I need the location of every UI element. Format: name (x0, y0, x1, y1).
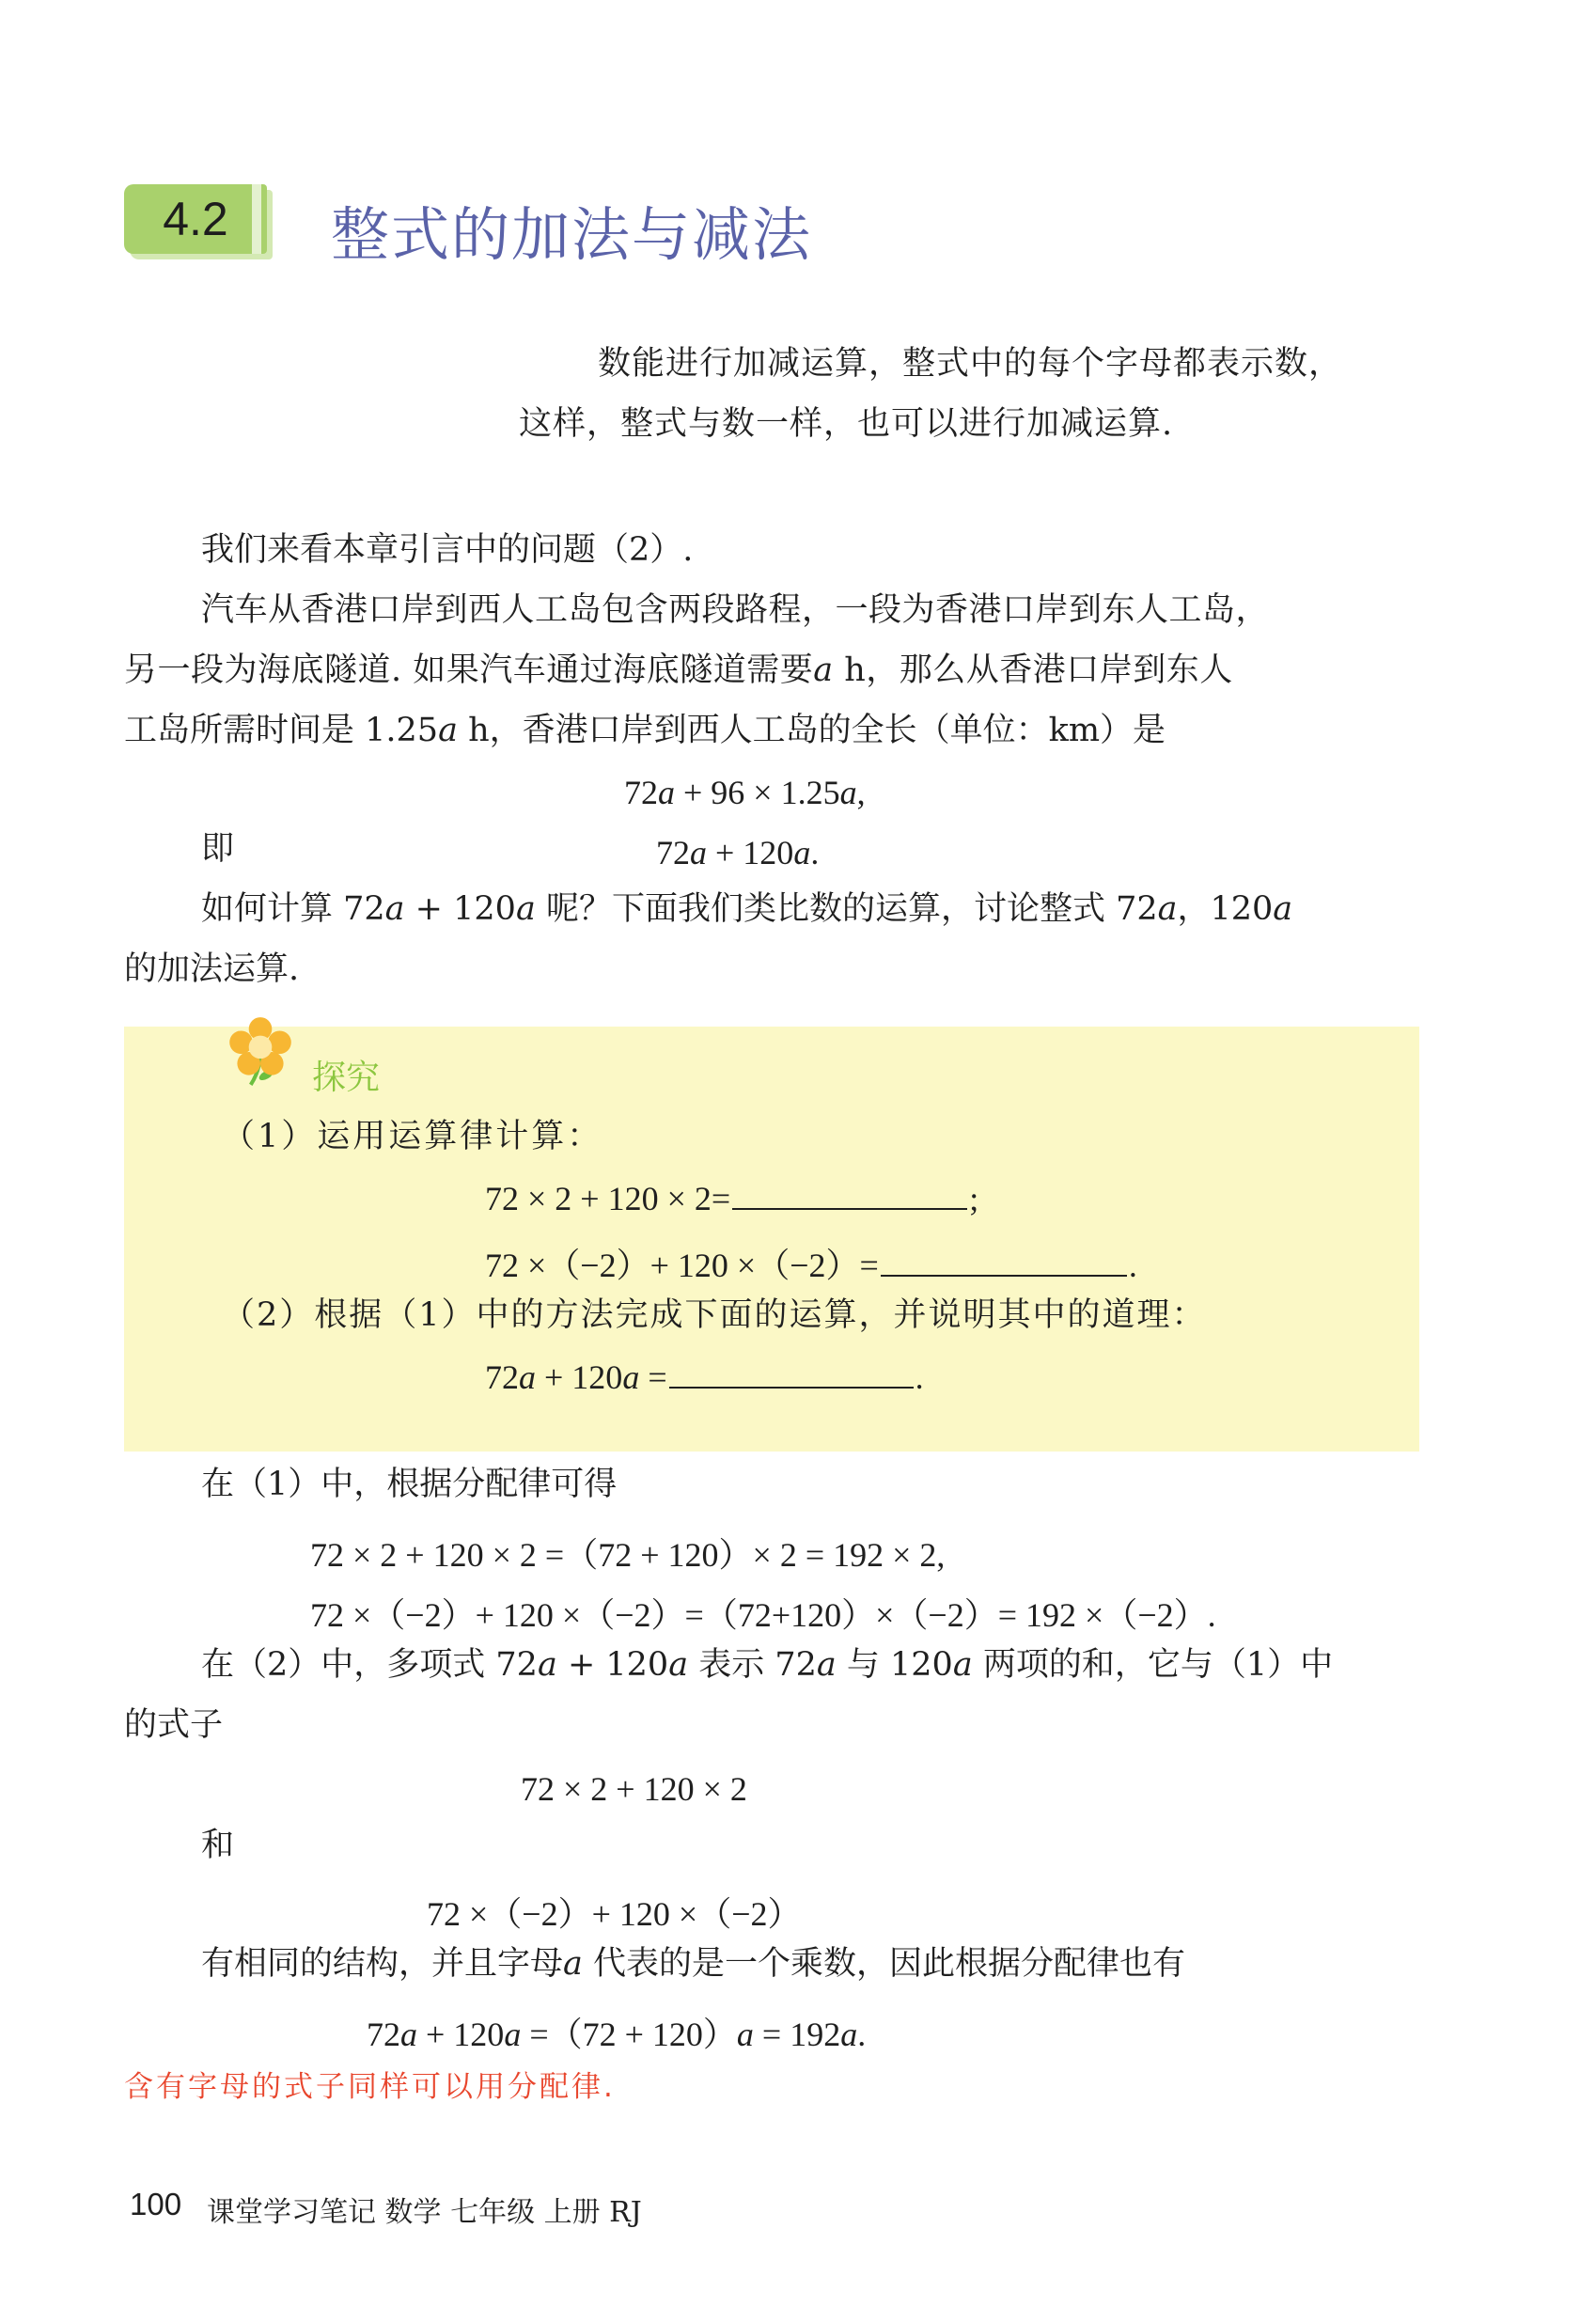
solution-paragraph-2-line-1 (201, 1646, 1334, 1684)
answer-blank[interactable] (669, 1358, 914, 1389)
var-a: a (952, 1646, 973, 1684)
var-a: a (1157, 890, 1178, 928)
text: 呢？下面我们类比数的运算，讨论整式 72 (535, 890, 1158, 928)
var-a: a (668, 1646, 689, 1684)
equation-2 (656, 833, 819, 872)
text: h，那么从香港口岸到东人 (833, 651, 1233, 689)
var-a: a (658, 774, 675, 811)
text: + 96 × 1.25 (675, 774, 840, 811)
footer-text: 课堂学习笔记 数学 七年级 上册 RJ (207, 2196, 642, 2229)
var-a: a (840, 2016, 858, 2053)
text: 表示 72 (688, 1646, 817, 1684)
equation-1 (624, 773, 866, 812)
page-number: 100 (130, 2187, 182, 2221)
explore-question-1: （1）运用运算律计算： (222, 1118, 603, 1155)
text: . (1128, 1247, 1137, 1284)
var-a: a (839, 774, 857, 811)
var-a: a (690, 834, 707, 871)
paragraph-2-line-2 (124, 651, 1233, 689)
explore-equation-2 (485, 1239, 1137, 1287)
section-number: 4.2 (163, 193, 228, 245)
text: + 120 (417, 2016, 505, 2053)
text: + 120 (707, 834, 794, 871)
text: =（72 + 120） (521, 2016, 737, 2053)
var-a: a (1273, 890, 1293, 928)
text: . (857, 2016, 867, 2053)
explore-question-2: （2）根据（1）中的方法完成下面的运算，并说明其中的道理： (222, 1296, 1207, 1334)
intro-line-2: 这样，整式与数一样，也可以进行加减运算. (519, 405, 1174, 443)
text: 72 (367, 2016, 400, 2053)
solution-equation-1: 72 × 2 + 120 × 2 =（72 + 120）× 2 = 192 × 2, (310, 1536, 946, 1574)
var-a: a (736, 2016, 754, 2053)
solution-paragraph-2-line-2: 的式子 (124, 1706, 224, 1744)
text: 如何计算 72 (201, 890, 385, 928)
var-a: a (816, 1646, 837, 1684)
text: , (856, 774, 866, 811)
solution-intro: 在（1）中，根据分配律可得 (201, 1466, 618, 1503)
explore-equation-1 (485, 1179, 978, 1218)
explore-title: 探究 (312, 1059, 381, 1097)
solution-paragraph-3 (201, 1945, 1186, 1983)
text: . (915, 1358, 924, 1396)
explore-equation-3 (485, 1358, 924, 1397)
var-a: a (438, 712, 458, 749)
text: 72 ×（−2）+ 120 ×（−2）= (485, 1247, 879, 1284)
text: 72 (485, 1358, 519, 1396)
text: 工岛所需时间是 1.25 (124, 712, 439, 749)
section-number-badge (124, 184, 267, 254)
paragraph-3-line-1 (201, 890, 1293, 928)
text: 72 (624, 774, 658, 811)
var-a: a (515, 890, 536, 928)
var-a: a (563, 1945, 583, 1983)
var-a: a (537, 1646, 557, 1684)
margin-note: 含有字母的式子同样可以用分配律. (124, 2070, 616, 2104)
paragraph-2-line-1: 汽车从香港口岸到西人工岛包含两段路程，一段为香港口岸到东人工岛， (201, 591, 1270, 629)
text: 在（2）中，多项式 72 (201, 1646, 538, 1684)
text: . (810, 834, 820, 871)
text: 两项的和，它与（1）中 (972, 1646, 1334, 1684)
var-a: a (813, 651, 834, 689)
var-a: a (793, 834, 811, 871)
text: 代表的是一个乘数，因此根据分配律也有 (582, 1945, 1186, 1983)
var-a: a (504, 2016, 522, 2053)
he-label: 和 (201, 1827, 235, 1864)
answer-blank[interactable] (881, 1247, 1127, 1277)
paragraph-3-line-2: 的加法运算. (124, 950, 300, 988)
text: h，香港口岸到西人工岛的全长（单位：km）是 (457, 712, 1166, 749)
text: + 120 (556, 1646, 669, 1684)
paragraph-1: 我们来看本章引言中的问题（2）. (201, 531, 694, 569)
text: + 120 (404, 890, 516, 928)
text: ; (969, 1180, 979, 1217)
var-a: a (622, 1358, 640, 1396)
var-a: a (519, 1358, 536, 1396)
text: 72 × 2 + 120 × 2= (485, 1180, 731, 1217)
solution-equation-4: 72 ×（−2）+ 120 ×（−2） (427, 1895, 802, 1933)
section-title: 整式的加法与减法 (331, 200, 813, 269)
var-a: a (400, 2016, 417, 2053)
badge-accent-bar (252, 184, 261, 254)
text: 72 (656, 834, 690, 871)
solution-equation-3: 72 × 2 + 120 × 2 (521, 1770, 747, 1808)
paragraph-2-line-3 (124, 714, 1166, 747)
solution-equation-2: 72 ×（−2）+ 120 ×（−2）=（72+120）×（−2）= 192 ×（−2）. (310, 1596, 1216, 1634)
flower-icon (222, 1013, 299, 1091)
text: = 192 (753, 2016, 841, 2053)
text: 有相同的结构，并且字母 (201, 1945, 564, 1983)
text: + 120 (536, 1358, 623, 1396)
ji-label: 即 (201, 830, 235, 868)
text: 与 120 (836, 1646, 953, 1684)
text: 另一段为海底隧道. 如果汽车通过海底隧道需要 (124, 651, 814, 689)
intro-line-1: 数能进行加减运算，整式中的每个字母都表示数， (598, 345, 1343, 383)
answer-blank[interactable] (732, 1180, 967, 1210)
text: = (639, 1358, 667, 1396)
var-a: a (384, 890, 405, 928)
solution-equation-5 (367, 2008, 866, 2056)
text: ，120 (1177, 890, 1274, 928)
